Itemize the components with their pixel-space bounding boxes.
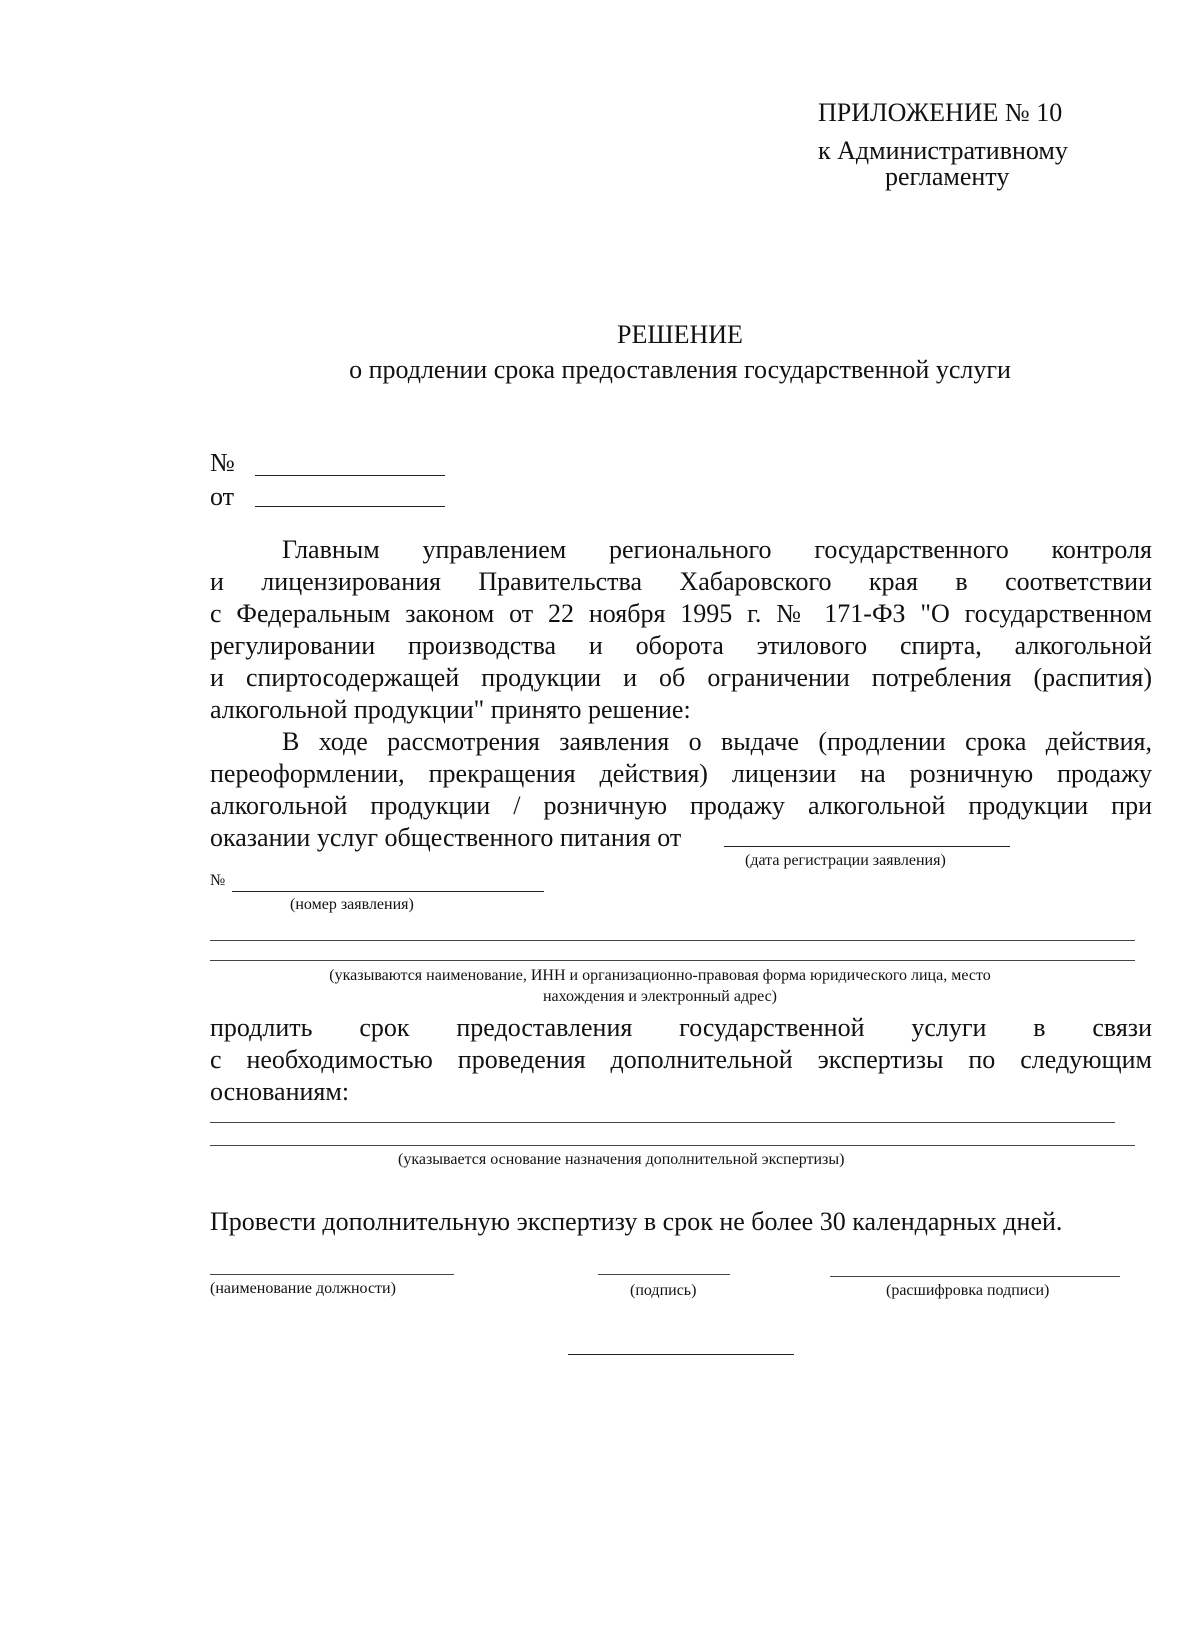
registration-date-caption: (дата регистрации заявления) <box>745 852 946 869</box>
document-subtitle: о продлении срока предоставления государственной услуги <box>349 355 1011 384</box>
application-number-label: № <box>210 872 226 889</box>
paragraph-3-line: продлить срок предоставления государственной услуги в связи <box>210 1013 1152 1042</box>
appendix-title: ПРИЛОЖЕНИЕ № 10 <box>818 98 1063 127</box>
paragraph-1 <box>210 534 1152 726</box>
legal-entity-line-1 <box>210 940 1135 941</box>
paragraph-1-line: алкогольной продукции" принято решение: <box>210 695 691 724</box>
paragraph-1-line: и лицензирования Правительства Хабаровского края в соответствии <box>210 567 1152 596</box>
paragraph-3 <box>210 1012 1152 1108</box>
expertise-basis-line-2 <box>210 1145 1135 1146</box>
signature-caption: (подпись) <box>630 1282 697 1299</box>
registration-date-underline <box>724 846 1010 847</box>
date-underline <box>255 506 445 507</box>
application-number-underline <box>232 891 544 892</box>
bottom-rule <box>568 1354 794 1355</box>
number-label: № <box>210 448 235 477</box>
paragraph-3-line: основаниям: <box>210 1077 350 1106</box>
paragraph-2-line: переоформлении, прекращения действия) лицензии на розничную продажу <box>210 759 1152 788</box>
paragraph-3-line: с необходимостью проведения дополнительной экспертизы по следующим <box>210 1045 1152 1074</box>
legal-entity-caption-2: нахождения и электронный адрес) <box>542 988 778 1005</box>
position-caption: (наименование должности) <box>210 1280 396 1297</box>
paragraph-2 <box>210 726 1152 854</box>
signature-decoding-caption: (расшифровка подписи) <box>886 1282 1050 1299</box>
signature-underline <box>598 1274 730 1275</box>
number-underline <box>255 475 445 476</box>
appendix-line-3: регламенту <box>885 162 1010 191</box>
paragraph-1-line: с Федеральным законом от 22 ноября 1995 г. № 171-ФЗ "О государственном <box>210 599 1152 628</box>
paragraph-2-line: алкогольной продукции / розничную продажу алкогольной продукции при <box>210 791 1152 820</box>
signature-decoding-underline <box>830 1276 1120 1277</box>
conclusion-text: Провести дополнительную экспертизу в срок не более 30 календарных дней. <box>210 1207 1063 1236</box>
paragraph-2-line: оказании услуг общественного питания от <box>210 823 682 852</box>
expertise-basis-caption: (указывается основание назначения дополнительной экспертизы) <box>398 1151 845 1168</box>
legal-entity-line-2 <box>210 960 1135 961</box>
position-underline <box>210 1274 454 1275</box>
paragraph-2-line: В ходе рассмотрения заявления о выдаче (продлении срока действия, <box>282 727 1152 756</box>
paragraph-1-line: регулировании производства и оборота этилового спирта, алкогольной <box>210 631 1152 660</box>
appendix-line-2: к Административному <box>818 136 1068 165</box>
application-number-caption: (номер заявления) <box>290 896 414 913</box>
legal-entity-caption-1: (указываются наименование, ИНН и организационно-правовая форма юридического лица, место <box>329 967 991 984</box>
paragraph-1-line: и спиртосодержащей продукции и об ограничении потребления (распития) <box>210 663 1152 692</box>
paragraph-1-line: Главным управлением регионального государственного контроля <box>282 535 1152 564</box>
date-label: от <box>210 482 235 511</box>
expertise-basis-line-1 <box>210 1122 1115 1123</box>
document-title: РЕШЕНИЕ <box>617 320 743 349</box>
